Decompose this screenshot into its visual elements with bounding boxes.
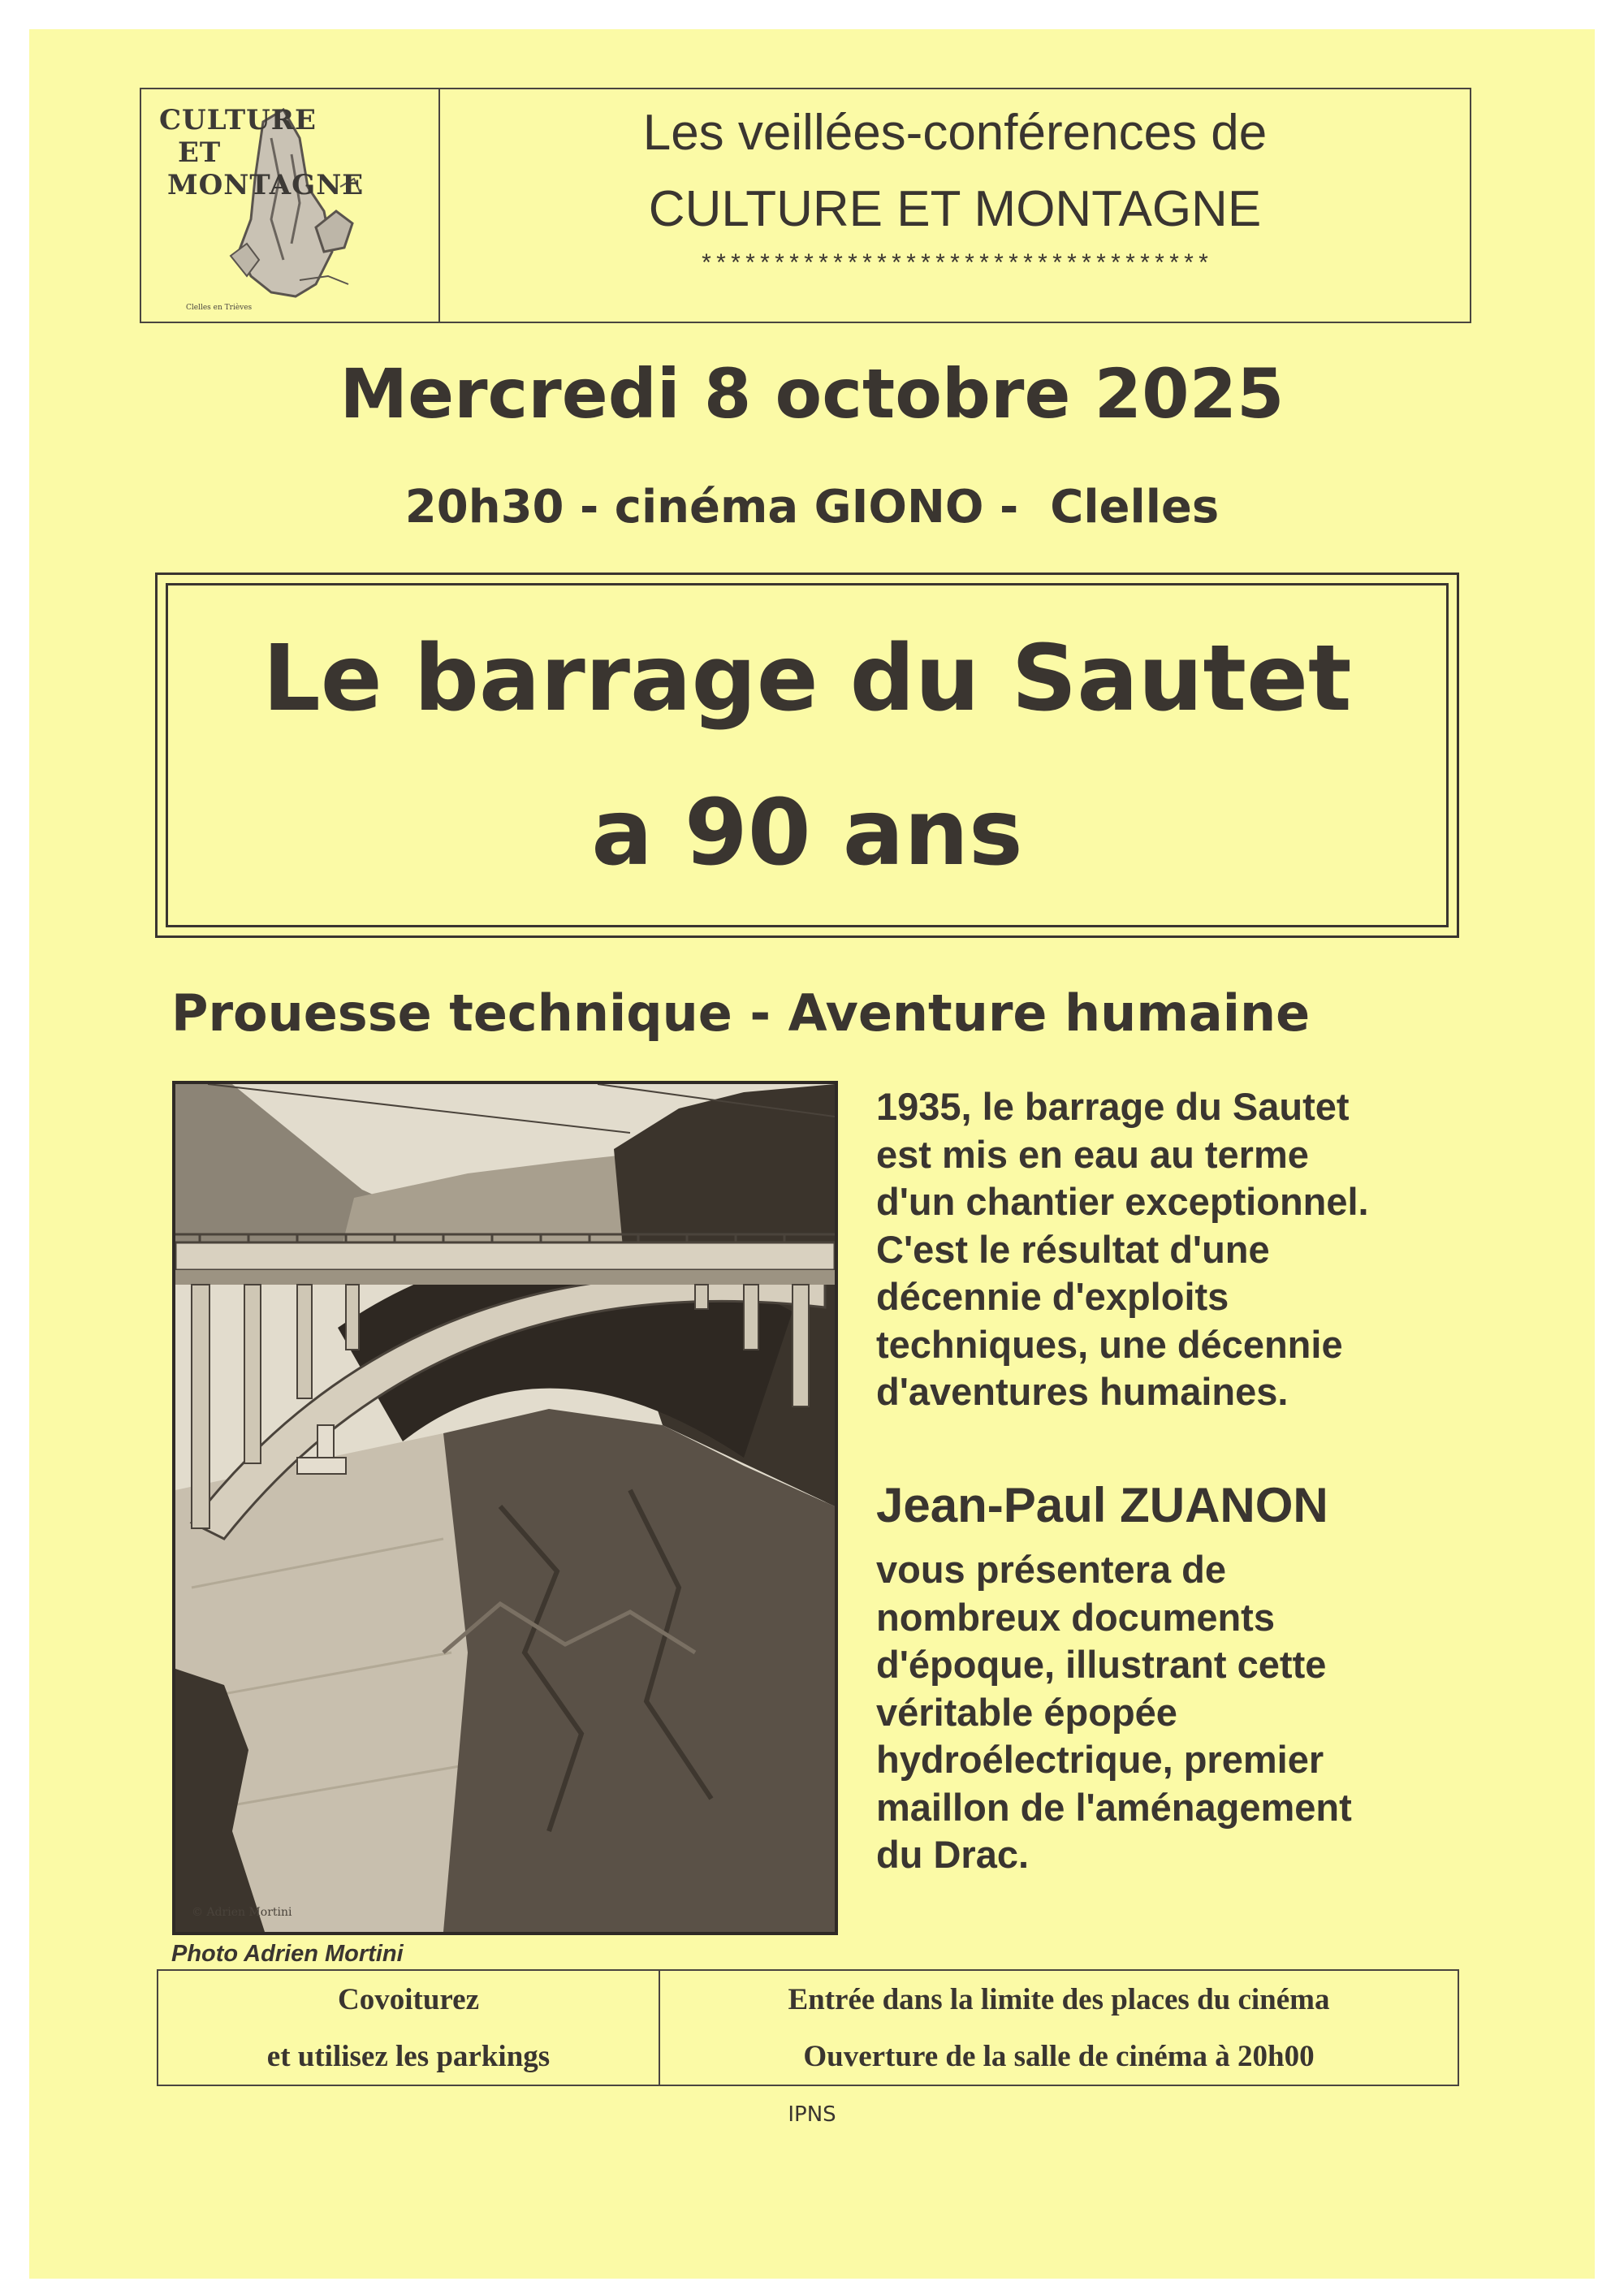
photo-caption: Photo Adrien Mortini [171,1941,404,1967]
title-inner-border [166,583,1449,927]
speaker-name: Jean-Paul ZUANON [876,1478,1328,1532]
event-description [876,1083,1461,1416]
footer-carpool-cell [158,1971,660,2085]
subtitle: Prouesse technique - Aventure humaine [171,983,1311,1043]
event-venue: 20h30 - cinéma GIONO - Clelles [404,481,1220,534]
description-line: techniques, une décennie [876,1322,1343,1366]
header-stars: *********************************** [698,252,1212,279]
speaker-line: d'époque, illustrant cette [876,1643,1327,1686]
footer-info-table [157,1969,1459,2086]
footer-carpool-line2: et utilisez les parkings [266,2040,551,2073]
speaker-line: véritable épopée [876,1690,1177,1734]
logo-text-et: ET [178,136,222,169]
description-line: décennie d'exploits [876,1275,1229,1318]
title-box [155,572,1459,938]
speaker-line: vous présentera de [876,1548,1227,1591]
logo-text-culture: CULTURE [159,104,317,136]
title-line2: a 90 ans [591,780,1023,886]
description-line: d'aventures humaines. [876,1370,1289,1413]
poster-page [29,29,1595,2279]
logo-subtext: Clelles en Trièves [186,304,253,312]
footer-carpool-line1: Covoiturez [338,1983,479,2016]
speaker-line: maillon de l'aménagement [876,1785,1352,1829]
footer-entry-line1: Entrée dans la limite des places du cinéma [788,1983,1330,2016]
culture-et-montagne-logo [141,89,440,322]
footer-entry-line2: Ouverture de la salle de cinéma à 20h00 [803,2040,1315,2073]
speaker-description [876,1546,1461,1879]
event-date: Mercredi 8 octobre 2025 [339,354,1285,434]
footer-entry-cell [660,1971,1458,2085]
speaker-line: hydroélectrique, premier [876,1738,1324,1781]
header-title-line2: CULTURE ET MONTAGNE [648,181,1262,237]
photo-watermark: © Adrien Mortini [192,1906,292,1919]
description-line: C'est le résultat d'une [876,1227,1270,1271]
speaker-line: nombreux documents [876,1595,1275,1639]
speaker-line: du Drac. [876,1833,1030,1876]
logo-text-montagne: MONTAGNE [167,169,365,201]
description-line: 1935, le barrage du Sautet [876,1085,1350,1128]
dam-bridge-illustration [175,1084,835,1932]
description-line: est mis en eau au terme [876,1132,1309,1176]
title-line1: Le barrage du Sautet [262,626,1352,732]
header-title-line1: Les veillées-conférences de [642,105,1268,161]
header-box [140,88,1471,323]
ipns-mark: IPNS [788,2102,836,2127]
dam-photo [172,1081,838,1935]
description-line: d'un chantier exceptionnel. [876,1180,1369,1223]
